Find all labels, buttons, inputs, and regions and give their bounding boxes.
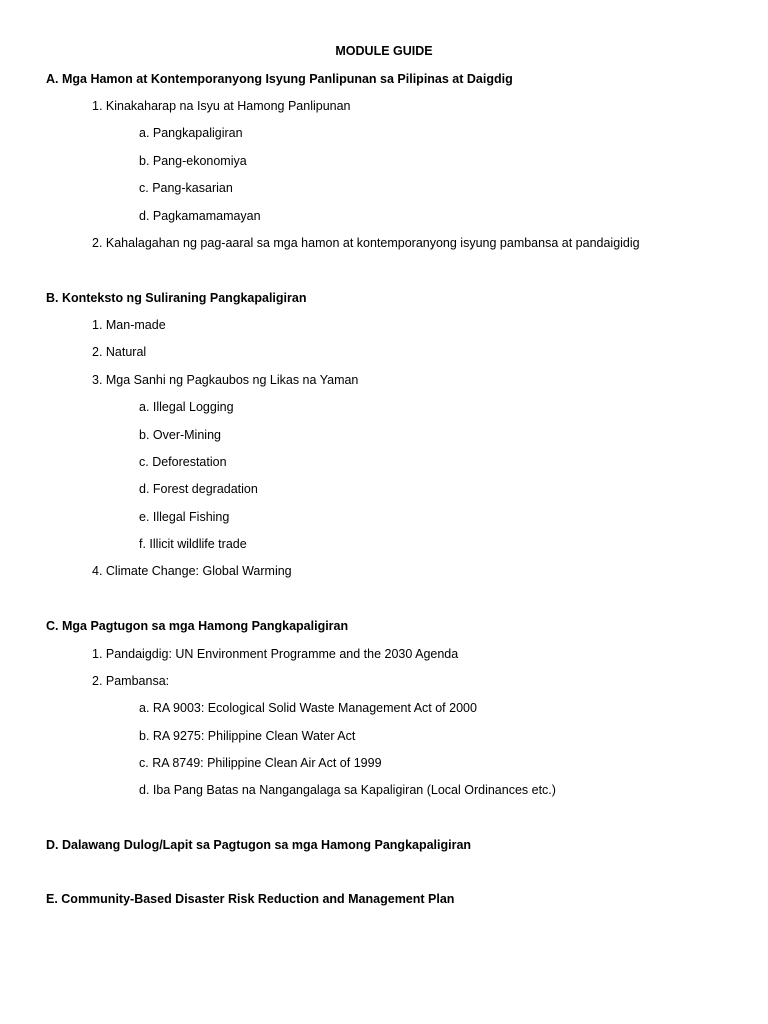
- section-a-item-1: 1. Kinakaharap na Isyu at Hamong Panlipunan: [92, 99, 351, 113]
- section-c-item-2c: c. RA 8749: Philippine Clean Air Act of 1999: [139, 756, 382, 770]
- section-d-heading: D. Dalawang Dulog/Lapit sa Pagtugon sa mga Hamong Pangkapaligiran: [46, 838, 472, 852]
- section-c-item-2d: d. Iba Pang Batas na Nangangalaga sa Kapaligiran (Local Ordinances etc.): [139, 783, 556, 797]
- section-a-item-1a: a. Pangkapaligiran: [139, 126, 243, 140]
- section-c-item-2: 2. Pambansa:: [92, 674, 170, 688]
- section-b-item-3: 3. Mga Sanhi ng Pagkaubos ng Likas na Yaman: [92, 373, 359, 387]
- section-b-item-3c: c. Deforestation: [139, 455, 227, 469]
- section-b-item-4: 4. Climate Change: Global Warming: [92, 564, 292, 578]
- section-e-heading: E. Community-Based Disaster Risk Reduction and Management Plan: [46, 892, 455, 906]
- section-b-item-3e: e. Illegal Fishing: [139, 510, 230, 524]
- section-a-heading: A. Mga Hamon at Kontemporanyong Isyung Panlipunan sa Pilipinas at Daigdig: [46, 72, 513, 86]
- section-a-item-1c: c. Pang-kasarian: [139, 181, 233, 195]
- section-c-item-2b: b. RA 9275: Philippine Clean Water Act: [139, 729, 356, 743]
- section-a-item-1d: d. Pagkamamamayan: [139, 209, 261, 223]
- section-b-item-3a: a. Illegal Logging: [139, 400, 234, 414]
- section-c-item-2a: a. RA 9003: Ecological Solid Waste Management Act of 2000: [139, 701, 477, 715]
- section-c-heading: C. Mga Pagtugon sa mga Hamong Pangkapaligiran: [46, 619, 349, 633]
- section-b-item-3b: b. Over-Mining: [139, 428, 221, 442]
- section-b-item-2: 2. Natural: [92, 345, 147, 359]
- section-b-item-3f: f. Illicit wildlife trade: [139, 537, 247, 551]
- section-c-item-1: 1. Pandaigdig: UN Environment Programme and the 2030 Agenda: [92, 647, 459, 661]
- document-title: MODULE GUIDE: [335, 44, 433, 58]
- section-a-item-1b: b. Pang-ekonomiya: [139, 154, 247, 168]
- section-b-heading: B. Konteksto ng Suliraning Pangkapaligiran: [46, 291, 307, 305]
- section-b-item-1: 1. Man-made: [92, 318, 166, 332]
- section-a-item-2: 2. Kahalagahan ng pag-aaral sa mga hamon at kontemporanyong isyung pambansa at pandaigidig: [92, 236, 640, 250]
- section-b-item-3d: d. Forest degradation: [139, 482, 258, 496]
